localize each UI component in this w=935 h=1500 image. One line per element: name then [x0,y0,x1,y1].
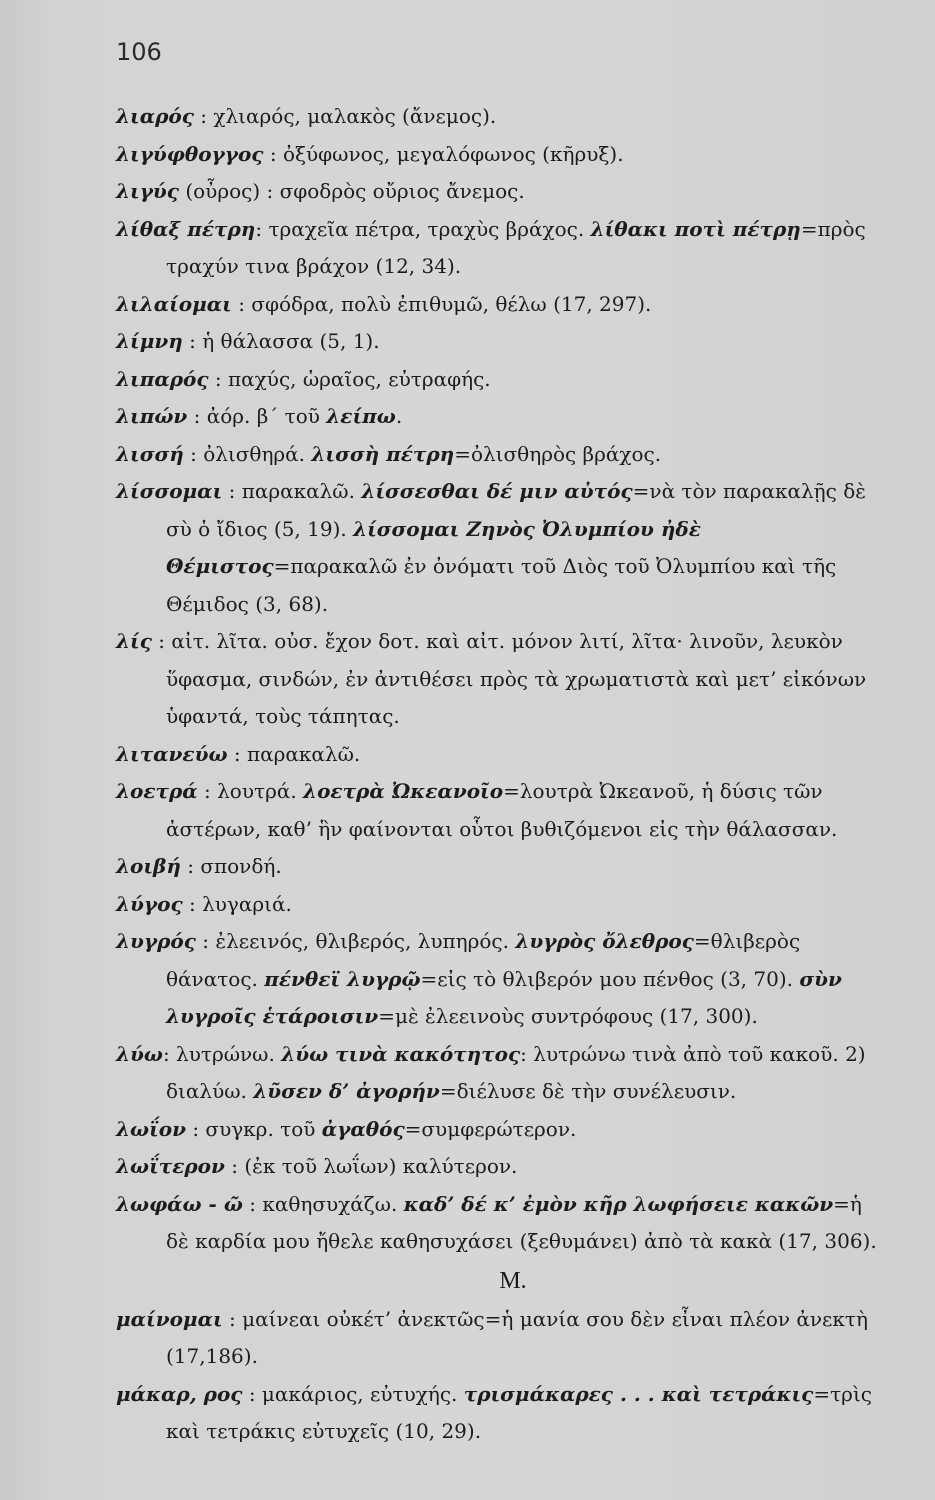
entry-lemma: λύγος [116,891,183,916]
entry-lemma: λίς [116,629,152,653]
page-number: 106 [116,38,162,66]
entry-lemma: λωΐτερον [116,1154,225,1178]
entry-definition: =ὀλισθηρὸς βράχος. [454,441,662,466]
entry-definition: : λυτρώνω. [162,1041,282,1066]
dictionary-entry [116,1301,880,1376]
entry-definition: : σφόδρα, πολὺ ἐπιθυμῶ, θέλω (17, 297). [231,291,652,316]
entry-lemma: λιπών [116,404,188,428]
entry-definition: =θλιβερὸς θάνατος. [166,929,801,991]
dictionary-entry [116,211,880,286]
dictionary-entry [116,736,880,774]
dictionary-entry [116,286,880,324]
dictionary-entry [116,98,880,136]
entry-definition: =διέλυσε δὲ τὴν συνέλευσιν. [439,1079,737,1103]
entry-lemma: λυγρός [116,929,196,953]
entry-definition: (οὖρος) : σφοδρὸς οὔριος ἄνεμος. [178,179,525,203]
entry-lemma: σὺν λυγροῖς ἑτάροισιν [166,966,842,1028]
entry-definition: =παρακαλῶ ἐν ὀνόματι τοῦ Διὸς τοῦ Ὀλυμπίου καὶ τῆς Θέμιδος (3, 68). [166,554,837,616]
entry-definition: : παρακαλῶ. [227,741,361,766]
entries-mu [116,1301,880,1451]
entry-lemma: ἀγαθός [321,1116,405,1141]
entry-lemma: λυγρὸς ὄλεθρος [515,929,694,953]
section-heading: Μ. [499,1267,527,1294]
entry-definition: =πρὸς τραχύν τινα βράχον (12, 34). [166,216,866,278]
entry-lemma: λιτανεύω [116,741,228,766]
entry-definition: : λυγαριά. [182,891,292,916]
entry-lemma: λοετρά [116,779,198,803]
entry-definition: : παχύς, ὡραῖος, εὐτραφής. [208,366,491,391]
entry-definition: : μαίνεαι οὐκέτ’ ἀνεκτῶς=ἡ μανία σου δὲν εἶναι πλέον ἀνεκτὴ (17,186). [166,1306,868,1368]
entries-lambda [116,98,880,1261]
entry-definition: : λυτρώνω τινὰ ἀπὸ τοῦ κακοῦ. 2) διαλύω. [166,1041,866,1103]
dictionary-entry [116,923,880,1036]
entry-lemma: λίμνη [116,329,183,353]
entry-lemma: λωΐον [116,1116,186,1141]
entry-lemma: λίθαξ πέτρη [116,216,256,241]
entry-definition: : χλιαρός, μαλακὸς (ἄνεμος). [193,104,497,128]
entry-lemma: λιγύφθογγος [116,141,264,166]
dictionary-entry [116,848,880,886]
entry-definition: =συμφερώτερον. [404,1116,577,1141]
entry-lemma: λιπαρός [116,366,209,391]
entry-lemma: λίσσεσθαι δέ μιν αὐτός [361,479,633,503]
entry-lemma: λίθακι ποτὶ πέτρῃ [590,216,801,241]
entry-definition: : αἰτ. λῖτα. οὐσ. ἔχον δοτ. καὶ αἰτ. μόνον λιτί, λῖτα· λινοῦν, λευκὸν ὕφασμα, σινδών, ἐν ἀντιθέσει πρὸς τὰ χρωματιστὰ καὶ μετ’ εἰκόνων ὑφαντά, τοὺς τάπητας. [151,629,867,728]
entry-lemma: λιλαίομαι [116,291,232,316]
entry-lemma: πένθεϊ λυγρῷ [264,966,421,991]
entry-lemma: τρισμάκαρες . . . καὶ τετράκις [463,1381,814,1406]
dictionary-entry [116,1036,880,1111]
entry-definition: =μὲ ἐλεεινοὺς συντρόφους (17, 300). [378,1004,758,1028]
entry-lemma: λίσσομαι Ζηνὸς Ὀλυμπίου ἠδὲ Θέμιστος [166,516,701,578]
entry-definition: : ἡ θάλασσα (5, 1). [182,329,380,353]
entry-lemma: λισσὴ πέτρη [311,441,455,466]
entry-lemma: μαίνομαι [116,1306,223,1331]
dictionary-entry [116,1111,880,1149]
dictionary-entry [116,173,880,211]
entry-definition: : ὀξύφωνος, μεγαλόφωνος (κῆρυξ). [263,141,624,166]
entry-lemma: λείπω [326,404,396,428]
entry-definition: : τραχεῖα πέτρα, τραχὺς βράχος. [255,216,591,241]
entry-lemma: λοιβή [116,854,181,878]
entry-lemma: λισσή [116,441,184,466]
entry-definition: : ἐλεεινός, θλιβερός, λυπηρός. [195,929,516,953]
dictionary-entry [116,436,880,474]
dictionary-entry [116,361,880,399]
entry-lemma: λύω τινὰ κακότητος [281,1041,521,1066]
entry-lemma: μάκαρ, ρος [116,1381,243,1406]
entry-definition: =νὰ τὸν παρακαλῇς δὲ σὺ ὁ ἴδιος (5, 19). [166,479,866,541]
entry-definition: : ὀλισθηρά. [183,441,312,466]
entry-definition: =εἰς τὸ θλιβερόν μου πένθος (3, 70). [420,966,800,991]
entry-definition: : (ἐκ τοῦ λωΐων) καλύτερον. [224,1154,518,1178]
entry-definition: . [395,404,403,428]
dictionary-entry [116,136,880,174]
entry-definition: : ἀόρ. β΄ τοῦ [187,404,327,428]
entry-lemma: λωφάω - ῶ [116,1191,243,1216]
dictionary-entry [116,1186,880,1261]
entry-lemma: λίσσομαι [116,479,223,503]
entry-definition: =τρὶς καὶ τετράκις εὐτυχεῖς (10, 29). [166,1381,872,1443]
dictionary-entry [116,623,880,736]
entry-lemma: λοετρὰ Ὠκεανοῖο [303,779,504,803]
entry-lemma: καδ’ δέ κ’ ἐμὸν κῆρ λωφήσειε κακῶν [403,1191,834,1216]
entry-definition: : συγκρ. τοῦ [185,1116,322,1141]
entry-definition: : σπονδή. [180,854,282,878]
dictionary-entry [116,323,880,361]
dictionary-entry [116,1148,880,1186]
dictionary-content [116,98,880,1451]
entry-definition: =ἡ δὲ καρδία μου ἤθελε καθησυχάσει (ξεθυμάνει) ἀπὸ τὰ κακὰ (17, 306). [166,1191,877,1253]
dictionary-entry [116,473,880,623]
entry-lemma: λιαρός [116,104,194,128]
entry-definition: : μακάριος, εὐτυχής. [242,1381,464,1406]
entry-definition: : παρακαλῶ. [222,479,362,503]
dictionary-entry [116,886,880,924]
entry-lemma: λιγύς [116,179,179,203]
entry-definition: : λουτρά. [197,779,304,803]
entry-definition: : καθησυχάζω. [242,1191,404,1216]
entry-lemma: λῦσεν δ’ ἀγορήν [253,1079,440,1103]
entry-definition: =λουτρὰ Ὠκεανοῦ, ἡ δύσις τῶν ἀστέρων, καθ’ ἣν φαίνονται οὗτοι βυθιζόμενοι εἰς τὴν θάλασσαν. [166,779,838,841]
dictionary-entry [116,773,880,848]
dictionary-entry [116,398,880,436]
entry-lemma: λύω [116,1041,163,1066]
dictionary-entry [116,1376,880,1451]
